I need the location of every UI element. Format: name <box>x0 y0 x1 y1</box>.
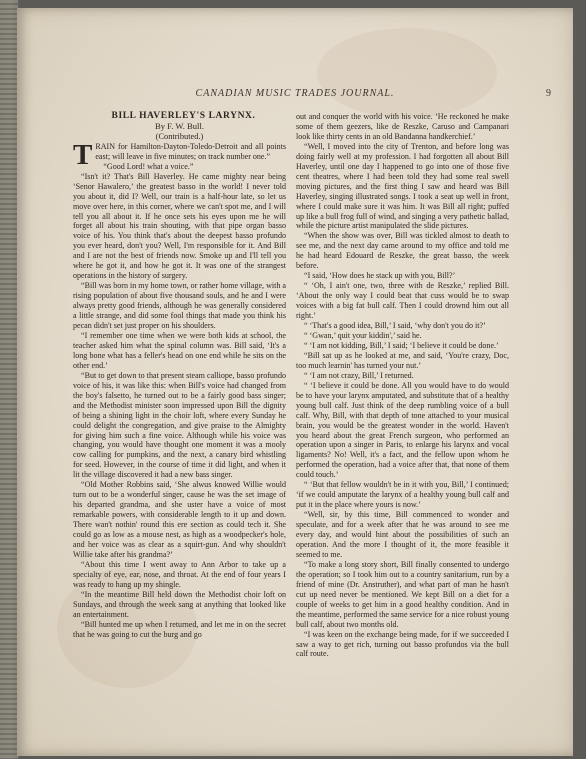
lead-text: RAIN for Hamilton-Dayton-Toledo-Detroit and all points east; will leave in five minutes; on track number one.” <box>95 141 286 161</box>
paragraph: “Bill hunted me up when I returned, and let me in on the secret that he was going to cut the burg and go <box>73 619 286 639</box>
drop-cap: T <box>73 138 93 171</box>
paragraph: “ ‘I am not kidding, Bill,’ I said; ‘I believe it could be done.’ <box>304 340 499 350</box>
paragraph: “I said, ‘How does he stack up with you, Bill?’ <box>304 271 456 281</box>
paragraph: “But to get down to that present steam calliope, basso profundo voice of his, it was like this: when Bill's voice had changed from the boy's falsetto, he turned out to be a fairly good bass singer; and the Methodist minister soon impressed upon Bill the dignity of being a shining light in the choir loft, where every Sunday he could delight the congregation, and give praise to the Almighty for giving him such a fine voice. Although while his voice was changing, you would have thought one moment it was a mooly cow calling for pumpkins, and the next, a canary bird whistling for seed. However, in the course of time it did light, and when it lit the village discovered it had a new bass singer. <box>73 370 286 480</box>
paragraph: “About this time I went away to Ann Arbor to take up a specialty of eye, ear, nose, and throat. At the end of four years I was ready to hang up my shingle. <box>73 559 286 589</box>
paragraph: “Old Mother Robbins said, ‘She alwus knowed Willie would turn out to be a wonderful singer, cause he was the set image of his departed grandma, and she uster have a voice of most remarkable powers, with considerable length to it up and down. There wan't nothin' round this ere section as could tech it. She could go as low as a mouse nest, as high as a woodpecker's hole, and her voice was as clear as a squirt-gun. And why shouldn't Willie take after his grandma?’ <box>73 480 286 559</box>
article-byline: By F. W. Bull. <box>155 120 204 131</box>
paragraph: “I remember one time when we were both kids at school, the teacher asked him what the spinal column was. Bill said, ‘It's a long bone what has a feller's head on one end while he sits on the other end.’ <box>73 330 286 370</box>
paragraph: “Bill sat up as he looked at me, and said, ‘You're crazy, Doc, too much learnin' has turned your nut.’ <box>296 350 509 370</box>
paragraph: “ ‘Oh, I ain't one, two, three with de Reszke,’ replied Bill. ‘About the only way I could beat that cuss would be to swap voices with a big fat bull calf. Then I could drownd him out all right.’ <box>296 281 509 321</box>
paragraph: “To make a long story short, Bill finally consented to undergo the operation; so I took him out to a country sanitarium, run by a friend of mine (Dr. Anstruther), and what part of man he hasn't cut up need never be mentioned. We kept Bill on a diet for a couple of weeks to get him in a good healthy condition. And in the meantime, performed the same service for a nice robust young bull calf, about two months old. <box>296 559 509 629</box>
paragraph: “Bill was born in my home town, or rather home village, with a rising population of about five thousand souls, and he and I were always pretty good friends, although he was generally considered a little strange, and did some fool things that made you think his pecan didn't set just proper on his shoulders. <box>73 281 286 331</box>
running-head: CANADIAN MUSIC TRADES JOURNAL. <box>195 88 395 99</box>
paragraph: “ ‘Gwan,’ quit your kiddin',’ said he. <box>304 330 422 340</box>
paragraph: “I was keen on the exchange being made, for if we succeeded I saw a way to get rich, turning out basso profundos via the bull calf route. <box>296 629 509 659</box>
paragraph: “ ‘I believe it could be done. All you would have to do would be to have your larynx amputated, and substitute that of a healthy young bull calf. Just think of the deep rumbling voice of a bull calf. Why, Bill, with that depth of tone attached to your musical brain, you would be the greatest wonder in the world. Haven't you heard about the great French surgeon, who performed an operation upon a singer in Paris, to enlarge his larynx and vocal ligaments? No! Well, it's a fact, and the fellow upon whom he performed the operation, had a voice after that, that none of them could touch.’ <box>296 380 509 480</box>
left-column <box>73 112 286 640</box>
paragraph: “ ‘But that fellow wouldn't be in it with you, Bill,’ I continued; ‘if we could amputate the larynx of a healthy young bull calf and put it in the place where yours is now.’ <box>296 480 509 510</box>
article-title: BILL HAVERLEY'S LARYNX. <box>111 111 256 121</box>
paragraph-continued: out and conquer the world with his voice. ‘He reckoned he make some of them geezers, like de Reszke, Caruso and Campanari look like thirty cents in an old Bandanna handkerchief.’ <box>296 112 509 141</box>
book-binding-edge <box>0 0 18 759</box>
right-column <box>296 112 509 659</box>
paragraph: “Well, I moved into the city of Trenton, and before long was doing fairly well at my profession. I had forgotten all about Bill Haverley, until one day I happened to go into one of those five cent theatres, where I had been told they had some real swell moving pictures, and the first thing I saw and heard was Bill Haverley, singing illustrated songs. I took a seat up well in front, where I could make sure it was him. It was Bill all right; puffed up like a bull frog full of wind, and singing a very pathetic ballad, while the picture artist manipulated the slide pictures. <box>296 141 509 231</box>
paragraph: “Good Lord! what a voice.” <box>103 161 194 171</box>
paper-stain <box>317 28 497 118</box>
paragraph: “Isn't it? That's Bill Haverley. He came mighty near being ‘Senor Hawalero,’ the greatest basso in the world! I never told you about it, did I? Well, our train is a half-hour late, so let us move over here, in this corner, where we can't spot me, and I will tell you all about it. If he once sets his eyes upon me he will forget all about his train shouting, with that pipe organ basso voice of his. You think that's about the deepest basso profundo you ever heard, don't you? Well, I'm responsible for it. And Bill and I are not the best of friends now. Smoke up and I'll tell you where he got it, and how he got it. It was one of the strangest operations in the history of surgery. <box>73 171 286 281</box>
paragraph: “In the meantime Bill held down the Methodist choir loft on Sundays, and through the week sang at anything that looked like an entertainment. <box>73 589 286 619</box>
paragraph: “ ‘I am not crazy, Bill,’ I returned. <box>304 370 414 380</box>
paragraph: “ ‘That's a good idea, Bill,’ I said, ‘why don't you do it?’ <box>304 321 486 331</box>
journal-page <box>17 8 573 756</box>
page-number: 9 <box>546 88 551 99</box>
paragraph: “When the show was over, Bill was tickled almost to death to see me, and the next day came around to my office and told me he had heard Edouard de Reszke, the great basso, the week before. <box>296 231 509 271</box>
paragraph: “Well, sir, by this time, Bill commenced to wonder and speculate, and for a week after that he was around to see me every day, and would hint about the possibilities of such an operation. And the more I thought of it, the more feasible it seemed to me. <box>296 510 509 559</box>
article-note: (Contributed.) <box>155 131 204 141</box>
